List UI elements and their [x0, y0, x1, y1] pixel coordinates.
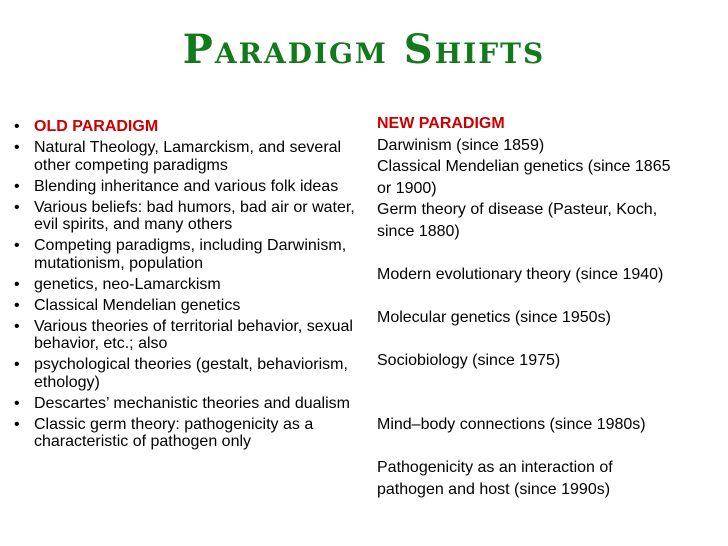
new-paradigm-line: Molecular genetics (since 1950s): [377, 308, 611, 326]
list-item: • Competing paradigms, including Darwinism, mutationism, population: [14, 237, 347, 272]
new-paradigm-line: Germ theory of disease (Pasteur, Koch,: [377, 201, 658, 218]
old-paradigm-heading: OLD PARADIGM: [34, 118, 159, 135]
new-paradigm-line: since 1880): [377, 222, 460, 240]
bullet-icon: •: [14, 237, 20, 254]
new-paradigm-line: [377, 242, 722, 264]
new-paradigm-line: pathogen and host (since 1990s): [377, 480, 611, 498]
slide-title: Paradigm Shifts: [182, 26, 546, 73]
list-item: • genetics, neo-Lamarckism: [14, 275, 221, 293]
new-paradigm-heading: NEW PARADIGM: [377, 115, 505, 132]
list-item: • Descartes’ mechanistic theories and dualism: [14, 394, 350, 412]
new-paradigm-line: [377, 285, 722, 307]
list-item: [14, 118, 364, 136]
old-paradigm-list: [14, 118, 364, 454]
bullet-icon: •: [14, 356, 20, 373]
list-item: • Classical Mendelian genetics: [14, 296, 241, 314]
list-item: • Natural Theology, Lamarckism, and several other competing paradigms: [14, 139, 342, 174]
list-item: • psychological theories (gestalt, behaviorism, ethology): [14, 356, 348, 391]
bullet-icon: •: [14, 118, 20, 135]
new-paradigm-line: or 1900): [377, 179, 437, 197]
new-paradigm-line: [377, 328, 722, 350]
bullet-icon: •: [14, 296, 20, 314]
bullet-icon: •: [14, 415, 20, 433]
bullet-icon: •: [14, 139, 20, 156]
new-paradigm-line: Sociobiology (since 1975): [377, 351, 561, 369]
list-item: • Blending inheritance and various folk ideas: [14, 177, 339, 195]
new-paradigm-line: Modern evolutionary theory (since 1940): [377, 265, 664, 283]
bullet-icon: •: [14, 317, 20, 335]
bullet-icon: •: [14, 275, 20, 293]
list-item: • Various theories of territorial behavior, sexual behavior, etc.; also: [14, 317, 353, 352]
list-item: • Various beliefs: bad humors, bad air or water, evil spirits, and many others: [14, 198, 355, 233]
new-paradigm-line: [377, 436, 722, 458]
new-paradigm-column: [377, 113, 722, 500]
list-item: • Classic germ theory: pathogenicity as a characteristic of pathogen only: [14, 415, 314, 450]
bullet-icon: •: [14, 177, 20, 195]
bullet-icon: •: [14, 394, 20, 412]
new-paradigm-line: Pathogenicity as an interaction of: [377, 459, 613, 476]
new-paradigm-line: Mind–body connections (since 1980s): [377, 416, 646, 433]
new-paradigm-line: [377, 393, 722, 415]
bullet-icon: •: [14, 198, 20, 216]
new-paradigm-line: Darwinism (since 1859): [377, 136, 545, 154]
new-paradigm-line: Classical Mendelian genetics (since 1865: [377, 158, 671, 175]
new-paradigm-line: [377, 371, 722, 393]
